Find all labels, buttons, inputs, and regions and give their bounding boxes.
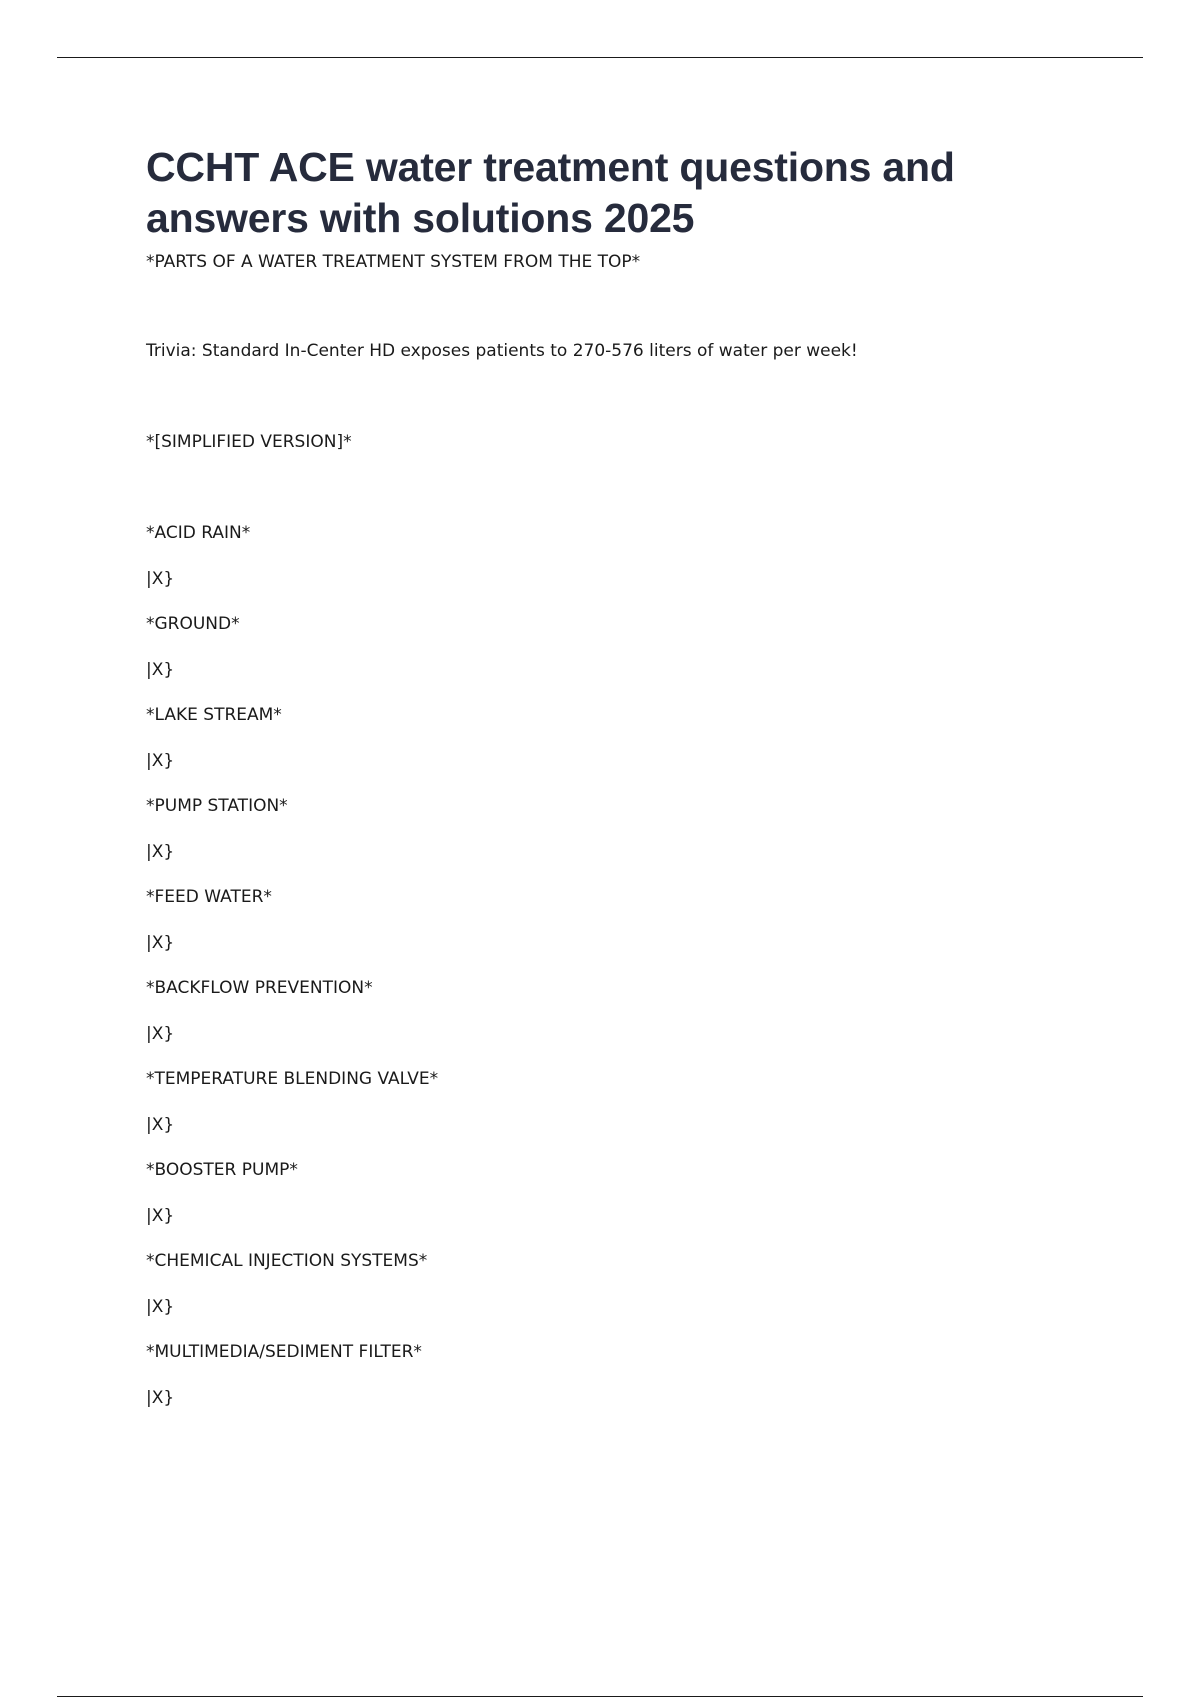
step-separator: |X} bbox=[146, 660, 175, 680]
step-label: *GROUND* bbox=[146, 614, 240, 634]
step-separator: |X} bbox=[146, 1024, 175, 1044]
trivia-text: Trivia: Standard In-Center HD exposes patients to 270-576 liters of water per week! bbox=[146, 341, 858, 361]
step-label: *TEMPERATURE BLENDING VALVE* bbox=[146, 1069, 439, 1089]
step-label: *BOOSTER PUMP* bbox=[146, 1160, 298, 1180]
step-separator: |X} bbox=[146, 933, 175, 953]
step-label: *ACID RAIN* bbox=[146, 523, 251, 543]
step-separator: |X} bbox=[146, 1388, 175, 1408]
document-body bbox=[146, 142, 1106, 1408]
step-separator: |X} bbox=[146, 1297, 175, 1317]
document-title: CCHT ACE water treatment questions and answers with solutions 2025 bbox=[146, 144, 955, 241]
step-label: *MULTIMEDIA/SEDIMENT FILTER* bbox=[146, 1342, 422, 1362]
step-label: *LAKE STREAM* bbox=[146, 705, 282, 725]
step-label: *FEED WATER* bbox=[146, 887, 272, 907]
step-separator: |X} bbox=[146, 751, 175, 771]
document-subtitle: *PARTS OF A WATER TREATMENT SYSTEM FROM THE TOP* bbox=[146, 252, 641, 272]
step-separator: |X} bbox=[146, 1115, 175, 1135]
simplified-heading: *[SIMPLIFIED VERSION]* bbox=[146, 432, 352, 452]
step-label: *PUMP STATION* bbox=[146, 796, 288, 816]
step-label: *CHEMICAL INJECTION SYSTEMS* bbox=[146, 1251, 428, 1271]
bottom-rule bbox=[57, 1696, 1143, 1697]
step-label: *BACKFLOW PREVENTION* bbox=[146, 978, 373, 998]
step-separator: |X} bbox=[146, 1206, 175, 1226]
top-rule bbox=[57, 57, 1143, 58]
step-separator: |X} bbox=[146, 569, 175, 589]
step-separator: |X} bbox=[146, 842, 175, 862]
